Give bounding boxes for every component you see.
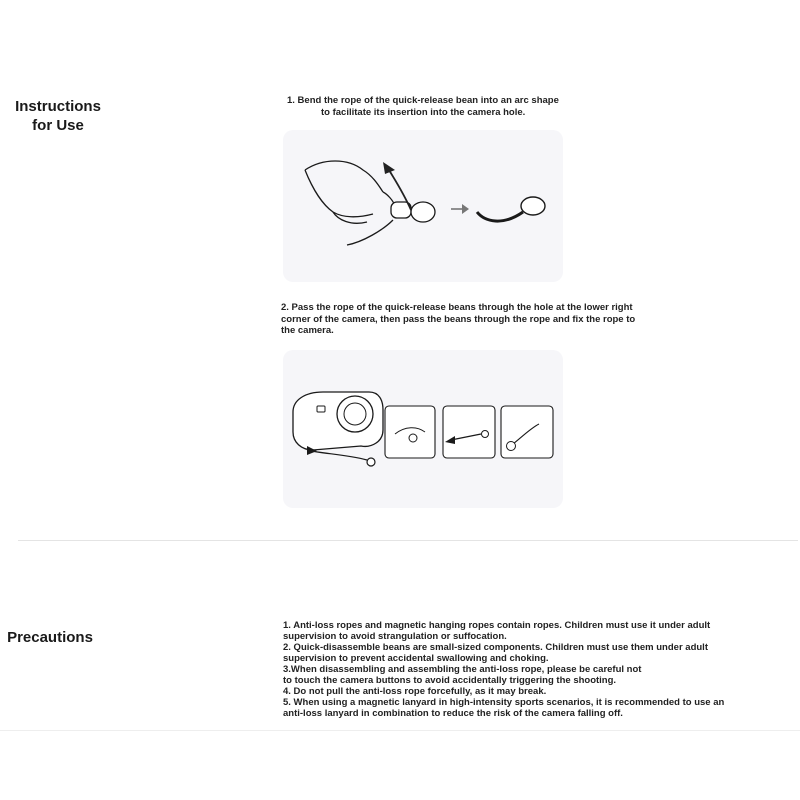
instructions-title-line1: Instructions bbox=[15, 98, 101, 115]
step-2-illustration bbox=[283, 350, 563, 508]
precaution-line: supervision to avoid strangulation or suffocation. bbox=[283, 631, 507, 642]
step-2-line1: 2. Pass the rope of the quick-release beans through the hole at the lower right bbox=[281, 302, 633, 313]
step-1-line1: 1. Bend the rope of the quick-release bean into an arc shape bbox=[287, 95, 559, 106]
instructions-title bbox=[8, 97, 108, 135]
precaution-line: to touch the camera buttons to avoid accidentally triggering the shooting. bbox=[283, 675, 617, 686]
section-divider bbox=[18, 540, 798, 541]
precautions-title: Precautions bbox=[7, 629, 93, 646]
step-2-line2: corner of the camera, then pass the beans through the rope and fix the rope to bbox=[281, 313, 636, 325]
precaution-line: supervision to prevent accidental swallowing and choking. bbox=[283, 653, 549, 664]
precaution-line: 2. Quick-disassemble beans are small-sized components. Children must use them under adult bbox=[283, 642, 708, 653]
precaution-line: 4. Do not pull the anti-loss rope forcefully, as it may break. bbox=[283, 686, 547, 697]
arrow-right-icon bbox=[449, 202, 471, 216]
step-2-line3: the camera. bbox=[281, 325, 334, 336]
precaution-line: anti-loss lanyard in combination to reduce the risk of the camera falling off. bbox=[283, 708, 623, 719]
precautions-list bbox=[283, 620, 783, 719]
rope-steps-illustration bbox=[383, 404, 559, 460]
bent-rope-illustration bbox=[473, 186, 553, 236]
step-2-text bbox=[281, 302, 701, 337]
bottom-divider bbox=[0, 730, 800, 731]
step-1-text bbox=[287, 95, 607, 118]
precaution-line: 5. When using a magnetic lanyard in high-intensity sports scenarios, it is recommended to use an bbox=[283, 697, 725, 708]
step-1-line2: to facilitate its insertion into the camera hole. bbox=[321, 106, 526, 118]
precaution-line: 3.When disassembling and assembling the anti-loss rope, please be careful not bbox=[283, 664, 642, 675]
step-1-illustration bbox=[283, 130, 563, 282]
instructions-title-line2: for Use bbox=[32, 117, 84, 134]
precaution-line: 1. Anti-loss ropes and magnetic hanging ropes contain ropes. Children must use it under adult bbox=[283, 620, 711, 631]
